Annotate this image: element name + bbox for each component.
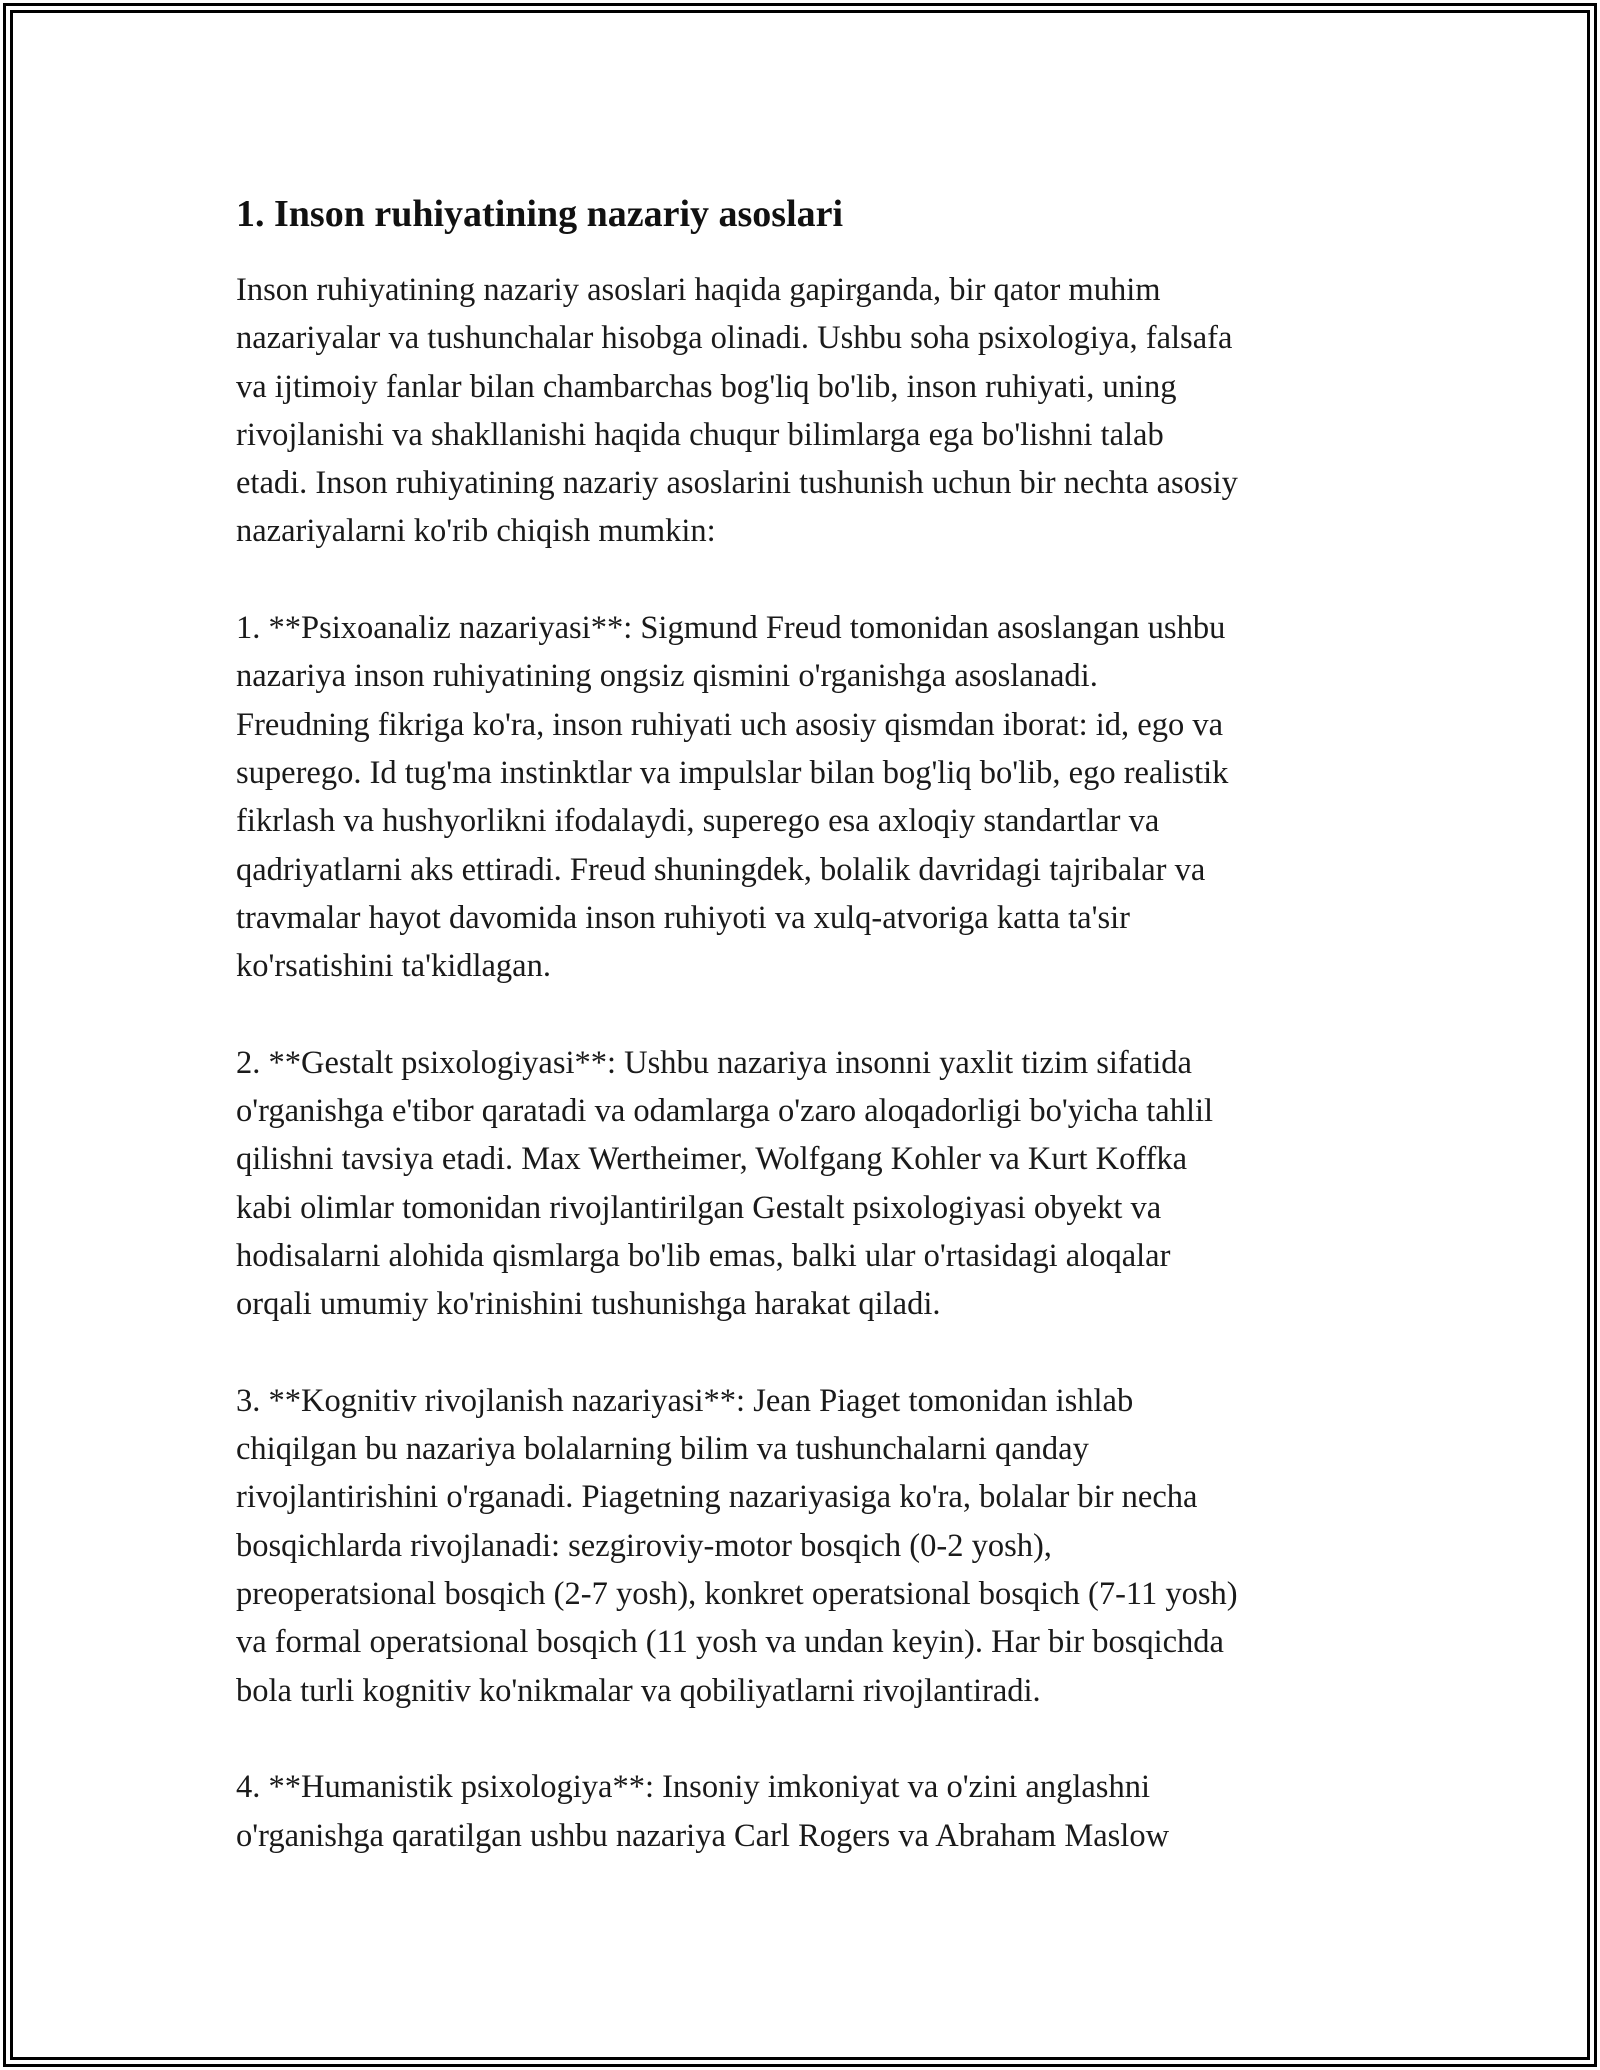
text-line: bola turli kognitiv ko'nikmalar va qobiliyatlarni rivojlantiradi. <box>236 1672 1041 1709</box>
text-line: Freudning fikriga ko'ra, inson ruhiyati uch asosiy qismdan iborat: id, ego va <box>236 706 1223 743</box>
text-line: ko'rsatishini ta'kidlagan. <box>236 948 551 985</box>
text-line: Inson ruhiyatining nazariy asoslari haqida gapirganda, bir qator muhim <box>236 272 1161 308</box>
paragraph-cognitive <box>236 1377 1376 1715</box>
text-line: preoperatsional bosqich (2-7 yosh), konkret operatsional bosqich (7-11 yosh) <box>236 1576 1238 1613</box>
text-line: orqali umumiy ko'rinishini tushunishga harakat qiladi. <box>236 1286 941 1323</box>
text-line: bosqichlarda rivojlanadi: sezgiroviy-motor bosqich (0-2 yosh), <box>236 1527 1052 1564</box>
text-line: o'rganishga e'tibor qaratadi va odamlarga o'zaro aloqadorligi bo'yicha tahlil <box>236 1093 1214 1130</box>
paragraph-psychoanalysis <box>236 604 1376 990</box>
text-line: o'rganishga qaratilgan ushbu nazariya Carl Rogers va Abraham Maslow <box>236 1817 1170 1854</box>
text-line: rivojlantirishini o'rganadi. Piagetning nazariyasiga ko'ra, bolalar bir necha <box>236 1479 1198 1516</box>
text-line: hodisalarni alohida qismlarga bo'lib emas, balki ular o'rtasidagi aloqalar <box>236 1237 1171 1274</box>
document-body <box>236 188 1376 1860</box>
text-line: travmalar hayot davomida inson ruhiyoti va xulq-atvoriga katta ta'sir <box>236 899 1130 936</box>
paragraph-humanistic <box>236 1763 1376 1860</box>
paragraph-gap <box>236 990 1376 1038</box>
text-line: nazariyalarni ko'rib chiqish mumkin: <box>236 513 716 550</box>
paragraph-gap <box>236 1715 1376 1763</box>
text-line: etadi. Inson ruhiyatining nazariy asoslarini tushunish uchun bir nechta asosiy <box>236 465 1238 502</box>
text-line: chiqilgan bu nazariya bolalarning bilim va tushunchalarni qanday <box>236 1431 1089 1468</box>
text-line: fikrlash va hushyorlikni ifodalaydi, superego esa axloqiy standartlar va <box>236 803 1160 840</box>
paragraph-gap <box>236 556 1376 604</box>
text-line: nazariya inson ruhiyatining ongsiz qismini o'rganishga asoslanadi. <box>236 658 1098 695</box>
text-line: va formal operatsional bosqich (11 yosh va undan keyin). Har bir bosqichda <box>236 1624 1224 1661</box>
text-line: 4. **Humanistik psixologiya**: Insoniy imkoniyat va o'zini anglashni <box>236 1769 1150 1806</box>
text-line: 3. **Kognitiv rivojlanish nazariyasi**: Jean Piaget tomonidan ishlab <box>236 1382 1134 1419</box>
text-line: rivojlanishi va shakllanishi haqida chuqur bilimlarga ega bo'lishni talab <box>236 416 1164 453</box>
text-line: qadriyatlarni aks ettiradi. Freud shuningdek, bolalik davridagi tajribalar va <box>236 851 1206 888</box>
text-line: kabi olimlar tomonidan rivojlantirilgan Gestalt psixologiyasi obyekt va <box>236 1189 1162 1226</box>
text-line: nazariyalar va tushunchalar hisobga olinadi. Ushbu soha psixologiya, falsafa <box>236 320 1233 357</box>
text-line: superego. Id tug'ma instinktlar va impulslar bilan bog'liq bo'lib, ego realistik <box>236 754 1229 791</box>
text-line: 2. **Gestalt psixologiyasi**: Ushbu nazariya insonni yaxlit tizim sifatida <box>236 1044 1192 1081</box>
text-line: va ijtimoiy fanlar bilan chambarchas bog'liq bo'lib, inson ruhiyati, uning <box>236 368 1177 405</box>
paragraph-gap <box>236 1329 1376 1377</box>
paragraph-intro <box>236 266 1376 556</box>
text-line: qilishni tavsiya etadi. Max Wertheimer, Wolfgang Kohler va Kurt Koffka <box>236 1141 1188 1178</box>
paragraph-gestalt <box>236 1039 1376 1329</box>
section-heading: 1. Inson ruhiyatining nazariy asoslari <box>236 193 844 235</box>
text-line: 1. **Psixoanaliz nazariyasi**: Sigmund Freud tomonidan asoslangan ushbu <box>236 610 1226 647</box>
